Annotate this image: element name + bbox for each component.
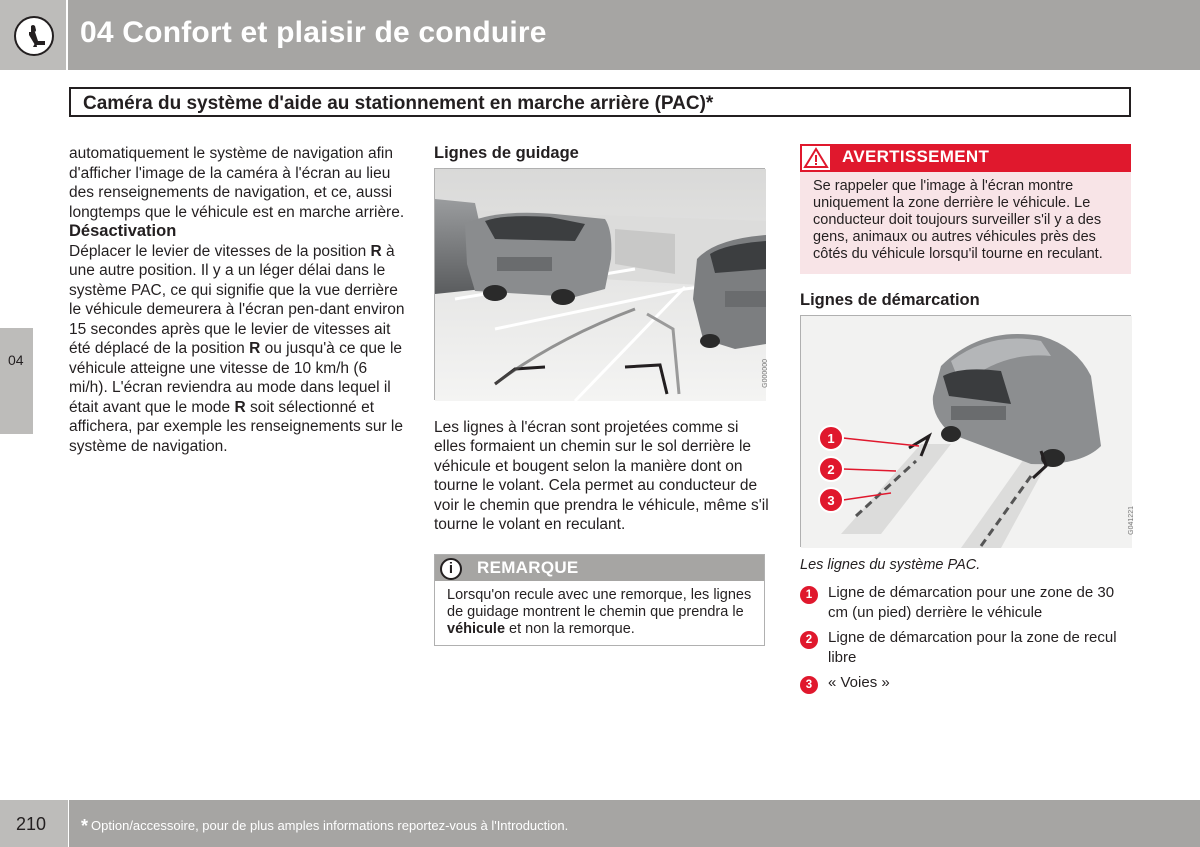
warning-text: Se rappeler que l'image à l'écran montre uniquement la zone derrière le véhicule. Le conducteur doit toujours surveiller s'il y a des gens, animaux ou autres véhicules près des côtés du véhicule lorsqu'il tourne en reculant. — [800, 172, 1131, 274]
figure-marker-1 — [819, 426, 843, 450]
callout-number-icon: 2 — [800, 631, 818, 649]
column-3 — [800, 144, 1135, 699]
callout-text: Ligne de démarcation pour une zone de 30 cm (un pied) derrière le véhicule — [828, 584, 1115, 621]
marker-label: 3 — [827, 492, 835, 508]
footnote-star: * — [81, 816, 89, 836]
page-number: 210 — [0, 800, 68, 847]
note-header — [435, 555, 764, 581]
deactivation-paragraph — [69, 242, 409, 457]
demarcation-figure — [800, 315, 1135, 547]
callout-text: Ligne de démarcation pour la zone de recul libre — [828, 629, 1117, 666]
emphasis: véhicule — [447, 620, 506, 637]
callout-text: « Voies » — [828, 674, 890, 691]
guidance-heading: Lignes de guidage — [434, 144, 579, 162]
text-run: soit sélectionné et affichera, par exemple les renseignements sur le système de navigation. — [69, 398, 403, 455]
text-run: ou jusqu'à ce que le véhicule atteigne une vitesse de 10 km/h (6 mi/h). L'écran reviendra au mode dans lequel il était avant que le mode — [69, 340, 403, 416]
guidance-paragraph: Les lignes à l'écran sont projetées comme si elles formaient un chemin sur le sol derrière le véhicule et bougent selon la manière dont on tourne le volant. Cela permet au conducteur de voir le chemin que prendra le véhicule, même s'il tourne le volant en reculant. — [434, 418, 769, 533]
warning-icon — [802, 146, 830, 170]
text-run: à une autre position. Il y a un léger délai dans le système PAC, ce qui signifie que la vue derrière le véhicule demeurera à l'écran pen-dant environ 15 secondes après que le levier de vitesses ait été déplacé de la position — [69, 242, 405, 357]
text-run: Déplacer le levier de vitesses de la position — [69, 242, 371, 260]
figure-code: G041221 — [1128, 505, 1135, 535]
footnote-text: Option/accessoire, pour de plus amples informations reportez-vous à l'Introduction. — [91, 818, 569, 833]
marker-label: 2 — [827, 461, 835, 477]
note-box — [434, 554, 765, 646]
footer-note — [69, 800, 1200, 847]
callout-item — [800, 673, 1132, 693]
callout-item — [800, 628, 1132, 667]
page-footer — [0, 800, 1200, 847]
gear-r: R — [249, 340, 261, 357]
intro-paragraph: automatiquement le système de navigation afin d'afficher l'image de la caméra à l'écran au lieu des renseignements de navigation, et ce, aussi longtemps que le véhicule est en marche arrière. — [69, 145, 405, 221]
callout-item — [800, 583, 1132, 622]
guidance-lines-figure — [434, 168, 769, 400]
deactivation-heading: Désactivation — [69, 222, 177, 240]
seat-icon — [14, 16, 54, 56]
figure-marker-3 — [819, 488, 843, 512]
chapter-icon-box — [0, 0, 68, 70]
callout-number-icon: 1 — [800, 586, 818, 604]
gear-r: R — [234, 398, 246, 416]
note-title: REMARQUE — [477, 557, 579, 577]
chapter-title: 04 Confort et plaisir de conduire — [80, 16, 547, 49]
column-1 — [69, 144, 409, 456]
section-title: Caméra du système d'aide au stationnement en marche arrière (PAC)* — [69, 87, 1131, 117]
side-tab-label: 04 — [8, 352, 24, 368]
warning-header — [800, 144, 1131, 172]
callout-number-icon: 3 — [800, 676, 818, 694]
text-run: et non la remorque. — [505, 620, 635, 637]
text-run: Lorsqu'on recule avec une remorque, les lignes de guidage montrent le chemin que prendra le — [447, 586, 752, 620]
column-2 — [434, 144, 770, 646]
gear-r: R — [370, 242, 382, 260]
marker-label: 1 — [827, 430, 835, 446]
side-chapter-tab — [0, 328, 33, 434]
info-icon: i — [440, 558, 462, 580]
figure-code: G000000 — [762, 358, 769, 388]
demarcation-illustration — [801, 316, 1132, 548]
demarcation-heading: Lignes de démarcation — [800, 291, 980, 309]
warning-title: AVERTISSEMENT — [842, 147, 990, 166]
figure-marker-2 — [819, 457, 843, 481]
chapter-header — [0, 0, 1200, 70]
figure-caption: Les lignes du système PAC. — [800, 556, 981, 573]
guidance-illustration — [435, 169, 766, 401]
note-text — [435, 581, 764, 645]
callout-list — [800, 583, 1132, 693]
warning-box — [800, 144, 1131, 274]
